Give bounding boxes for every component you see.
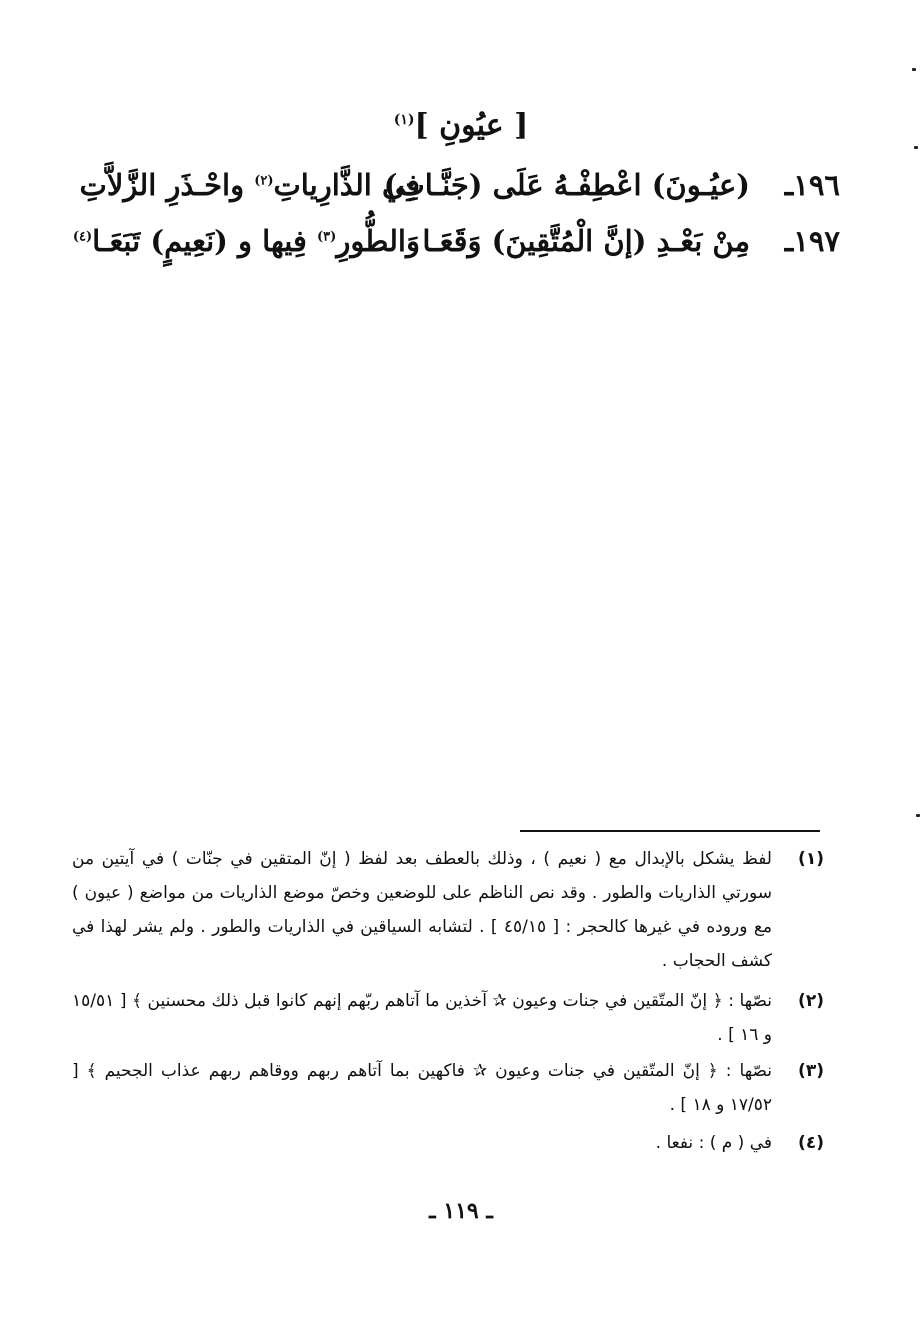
verse-first-hemistich: (عيُـونَ) اعْطِفْـهُ عَلَى (جَنَّـاتِ) <box>383 168 750 202</box>
page-number: ـ ١١٩ ـ <box>429 1198 493 1224</box>
footnote-number: (١) <box>798 849 824 869</box>
footnote-3 <box>72 1054 824 1122</box>
footnote-marker: (٢) <box>254 173 274 189</box>
verse-first-hemistich: مِنْ بَعْـدِ (إنَّ الْمُتَّقِينَ) وَقَعَـا <box>422 224 750 258</box>
verse-number: ١٩٧ـ <box>784 224 840 258</box>
footnote-1 <box>72 842 824 978</box>
hemistich-part: واحْـذَرِ الزَّلاَّتِ <box>79 168 255 202</box>
footnote-text: نصّها : ﴿ إنّ المتّقين في جنات وعيون ✰ فاكهين بما آتاهم ربهم ووقاهم ربهم عذاب الجحيم ﴾ [ ١٧/٥٢ و ١٨ ] . <box>72 1061 772 1115</box>
verse-number: ١٩٦ـ <box>784 168 840 202</box>
scan-speck <box>916 814 920 817</box>
hemistich-part: فِي الذَّارِياتِ <box>273 168 420 202</box>
title-text: [ عيُونِ ] <box>414 108 529 143</box>
footnote-4 <box>72 1126 824 1160</box>
footnote-number: (٣) <box>798 1061 824 1081</box>
verse-197 <box>72 224 840 264</box>
verse-second-hemistich <box>80 168 420 202</box>
footnote-number: (٢) <box>798 991 824 1011</box>
footnote-marker: (٣) <box>317 229 337 245</box>
verse-196 <box>79 168 840 208</box>
hemistich-part: فِيها و (نَعِيمٍ) تَبَعَـا <box>92 224 318 258</box>
footnote-text: نصّها : ﴿ إنّ المتّقين في جنات وعيون ✰ آخذين ما آتاهم ربّهم إنهم كانوا قبل ذلك محسنين ﴾ [ ١٥/٥١ و ١٦ ] . <box>72 991 772 1045</box>
footnote-text: في ( م ) : نفعا . <box>655 1133 772 1153</box>
footnote-text: لفظ يشكل بالإبدال مع ( نعيم ) ، وذلك بالعطف بعد لفظ ( إنّ المتقين في جنّات ) في آيتين من سورتي الذاريات والطور . وقد نص الناظم على للوضعين وخصّ موضع الذاريات من مواضع ( عيون ) مع وروده في غيرها كالحجر : [ ٤٥/١٥ ] . لتشابه السياقين في الذاريات والطور . ولم يشر لهذا في كشف الحجاب . <box>72 849 772 971</box>
hemistich-part: وَالطُّورِ <box>336 224 420 258</box>
title-footnote-marker: (١) <box>393 112 415 128</box>
footnote-2 <box>72 984 824 1052</box>
scan-speck <box>914 146 918 149</box>
footnote-separator <box>520 830 820 832</box>
footnote-marker: (٤) <box>72 229 93 245</box>
section-title <box>0 108 922 143</box>
footnote-number: (٤) <box>798 1133 824 1153</box>
verse-second-hemistich <box>73 224 420 258</box>
scan-speck <box>912 68 916 71</box>
